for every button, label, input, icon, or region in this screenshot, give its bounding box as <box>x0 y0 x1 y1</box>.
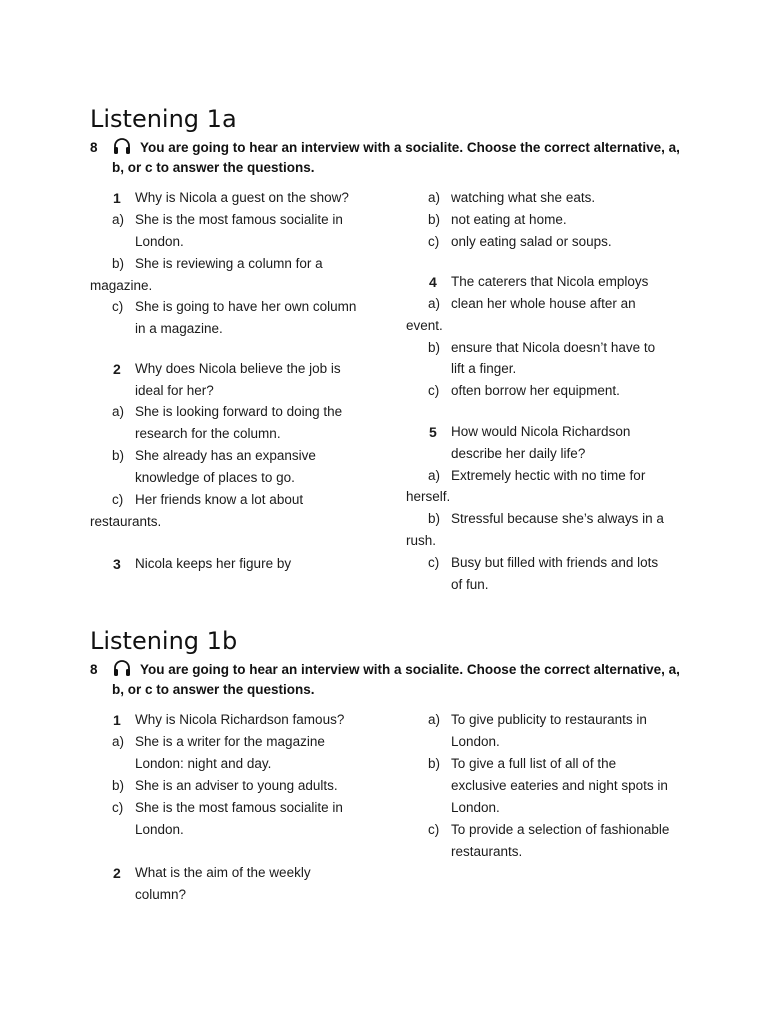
option-text: She is going to have her own column <box>135 299 357 314</box>
option-letter: c) <box>428 383 440 398</box>
question-stem: ideal for her? <box>135 383 214 398</box>
option-text: She is reviewing a column for a <box>135 256 323 271</box>
option-letter: c) <box>428 234 440 249</box>
instruction-text: You are going to hear an interview with a socialite. Choose the correct alternative, a, b, or c to answer the questions. <box>112 662 680 697</box>
instruction-text: You are going to hear an interview with a socialite. Choose the correct alternative, a, b, or c to answer the questions. <box>112 140 680 175</box>
option-text: only eating salad or soups. <box>451 234 612 249</box>
option-text: restaurants. <box>90 514 162 529</box>
question-stem: Why is Nicola Richardson famous? <box>135 712 345 727</box>
option-letter: b) <box>428 212 441 227</box>
option-text: lift a finger. <box>451 361 517 376</box>
section-b-instruction <box>90 660 680 700</box>
option-text: She is an adviser to young adults. <box>135 778 338 793</box>
option-text: To provide a selection of fashionable <box>451 822 670 837</box>
option-letter: a) <box>428 190 441 205</box>
option-text: of fun. <box>451 577 489 592</box>
option-letter: a) <box>112 212 125 227</box>
option-text: Stressful because she’s always in a <box>451 511 664 526</box>
option-text: restaurants. <box>451 844 523 859</box>
option-text: To give a full list of all of the <box>451 756 617 771</box>
option-text: She already has an expansive <box>135 448 316 463</box>
option-letter: c) <box>112 492 124 507</box>
option-letter: b) <box>428 511 441 526</box>
section-a-instruction <box>90 138 680 178</box>
option-letter: c) <box>112 800 124 815</box>
option-text: rush. <box>406 533 437 548</box>
option-text: knowledge of places to go. <box>135 470 295 485</box>
option-text: often borrow her equipment. <box>451 383 620 398</box>
question-number: 1 <box>113 712 121 728</box>
question-stem: What is the aim of the weekly <box>135 865 311 880</box>
headphones-icon <box>112 136 132 156</box>
question-stem: How would Nicola Richardson <box>451 424 631 439</box>
option-text: Extremely hectic with no time for <box>451 468 646 483</box>
option-text: exclusive eateries and night spots in <box>451 778 668 793</box>
question-stem: describe her daily life? <box>451 446 586 461</box>
option-letter: b) <box>428 340 441 355</box>
option-letter: a) <box>112 404 125 419</box>
option-letter: a) <box>428 468 441 483</box>
question-stem: Why does Nicola believe the job is <box>135 361 341 376</box>
headphones-icon <box>112 658 132 678</box>
option-letter: c) <box>112 299 124 314</box>
option-letter: c) <box>428 822 440 837</box>
option-text: in a magazine. <box>135 321 223 336</box>
option-letter: b) <box>112 448 125 463</box>
option-text: ensure that Nicola doesn’t have to <box>451 340 656 355</box>
option-text: London: night and day. <box>135 756 272 771</box>
option-text: London. <box>135 822 184 837</box>
question-stem: The caterers that Nicola employs <box>451 274 649 289</box>
option-text: watching what she eats. <box>451 190 596 205</box>
exercise-number: 8 <box>90 662 98 677</box>
section-b-title: Listening 1b <box>90 627 238 655</box>
question-stem: column? <box>135 887 187 902</box>
option-text: London. <box>451 734 500 749</box>
question-number: 1 <box>113 190 121 206</box>
option-text: event. <box>406 318 443 333</box>
question-number: 2 <box>113 865 121 881</box>
option-letter: a) <box>428 712 441 727</box>
question-stem: Nicola keeps her figure by <box>135 556 292 571</box>
option-text: She is the most famous socialite in <box>135 800 343 815</box>
option-text: clean her whole house after an <box>451 296 636 311</box>
question-number: 4 <box>429 274 437 290</box>
option-text: London. <box>135 234 184 249</box>
option-text: Her friends know a lot about <box>135 492 304 507</box>
option-text: research for the column. <box>135 426 281 441</box>
option-letter: a) <box>428 296 441 311</box>
option-letter: a) <box>112 734 125 749</box>
option-text: Busy but filled with friends and lots <box>451 555 659 570</box>
exercise-number: 8 <box>90 140 98 155</box>
option-text: She is a writer for the magazine <box>135 734 325 749</box>
question-number: 5 <box>429 424 437 440</box>
option-text: She is looking forward to doing the <box>135 404 343 419</box>
option-letter: c) <box>428 555 440 570</box>
option-letter: b) <box>112 256 125 271</box>
question-number: 3 <box>113 556 121 572</box>
question-stem: Why is Nicola a guest on the show? <box>135 190 349 205</box>
option-text: not eating at home. <box>451 212 567 227</box>
section-a-title: Listening 1a <box>90 105 237 133</box>
question-number: 2 <box>113 361 121 377</box>
option-text: herself. <box>406 489 451 504</box>
option-text: She is the most famous socialite in <box>135 212 343 227</box>
option-letter: b) <box>428 756 441 771</box>
option-letter: b) <box>112 778 125 793</box>
option-text: London. <box>451 800 500 815</box>
option-text: magazine. <box>90 278 153 293</box>
option-text: To give publicity to restaurants in <box>451 712 647 727</box>
